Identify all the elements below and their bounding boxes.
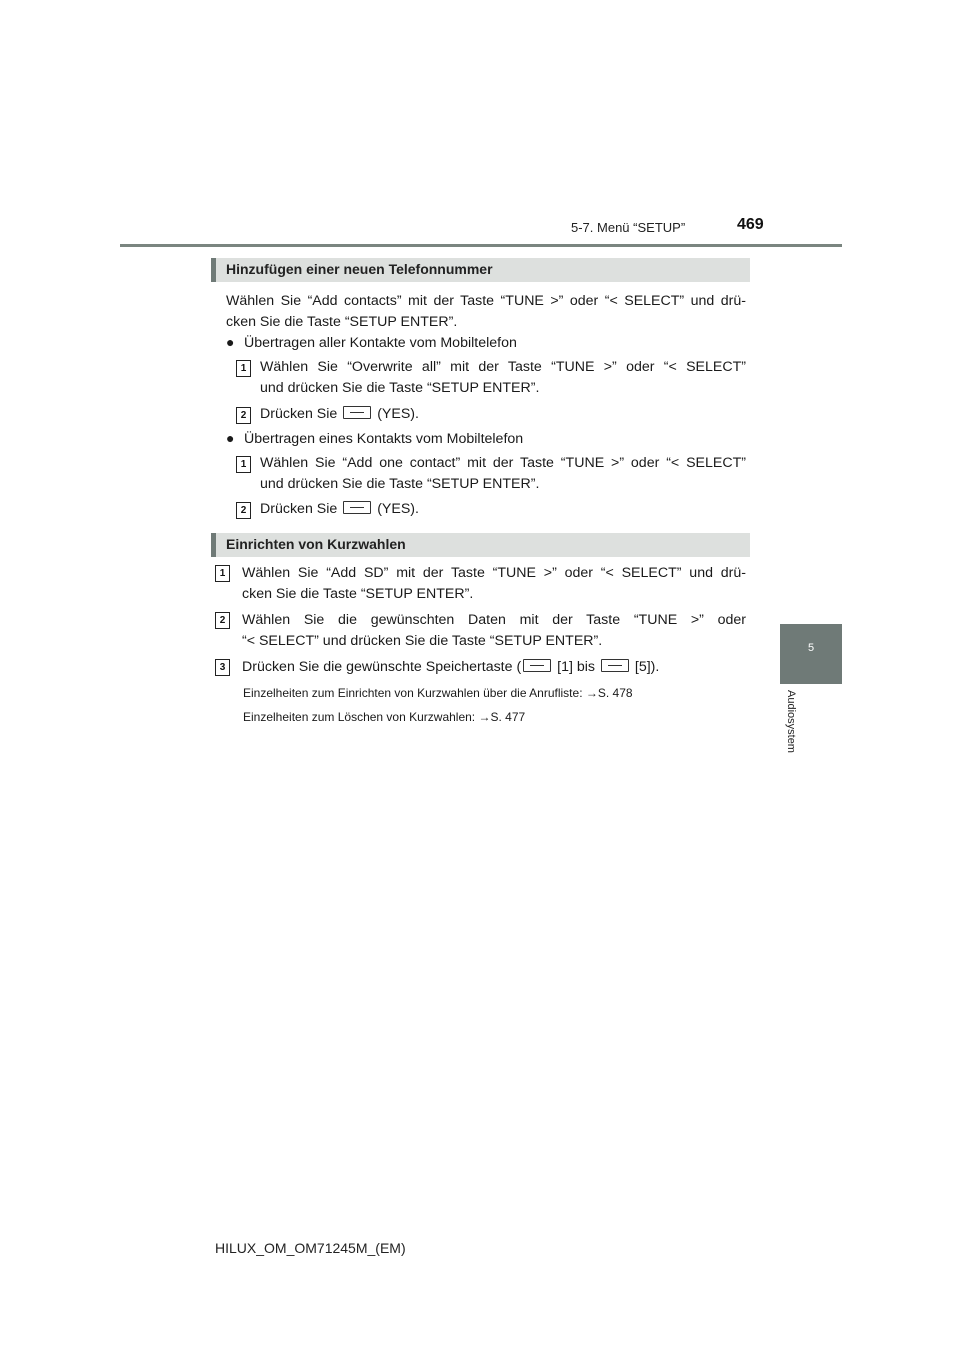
step-text <box>260 404 746 425</box>
step-number: 1 <box>236 456 251 473</box>
section-heading-speed-dial <box>211 533 750 557</box>
step-text-pre: Drücken Sie <box>260 406 338 422</box>
chapter-label-text: Audiosystem <box>785 690 797 753</box>
header-divider <box>120 244 842 247</box>
step-text-mid: [1] bis <box>557 659 595 675</box>
section-heading-text: Einrichten von Kurzwahlen <box>226 536 406 552</box>
step-text-post: (YES). <box>377 501 419 517</box>
bullet-icon: ● <box>226 430 235 446</box>
step-text <box>242 657 746 678</box>
step-text <box>260 499 746 520</box>
step-number: 2 <box>236 407 251 424</box>
bullet-text: Übertragen aller Kontakte vom Mobiltelefon <box>244 335 517 351</box>
step-text: Wählen Sie “Add SD” mit der Taste “TUNE >” oder “< SELECT” und drü- <box>242 565 746 581</box>
step-text: Wählen Sie die gewünschten Daten mit der Taste “TUNE >” oder <box>242 612 746 628</box>
step-text: und drücken Sie die Taste “SETUP ENTER”. <box>260 380 540 396</box>
button-key-icon <box>343 501 371 514</box>
bullet-icon: ● <box>226 334 235 350</box>
section-title: 5-7. Menü “SETUP” <box>571 220 686 235</box>
step-text: “< SELECT” und drücken Sie die Taste “SETUP ENTER”. <box>242 633 603 649</box>
step-number: 1 <box>215 565 230 582</box>
step-text-pre: Drücken Sie <box>260 501 338 517</box>
chapter-number: 5 <box>807 642 815 654</box>
reference-note: Einzelheiten zum Löschen von Kurzwahlen: →S. 477 <box>243 710 526 724</box>
step-number: 1 <box>236 360 251 377</box>
chapter-label <box>781 690 811 770</box>
intro-line: cken Sie die Taste “SETUP ENTER”. <box>226 314 458 330</box>
step-number: 2 <box>236 502 251 519</box>
step-text: Wählen Sie “Overwrite all” mit der Taste “TUNE >” oder “< SELECT” <box>260 359 746 375</box>
step-number: 3 <box>215 659 230 676</box>
page-number: 469 <box>737 216 764 233</box>
button-key-icon <box>601 659 629 672</box>
step-text: und drücken Sie die Taste “SETUP ENTER”. <box>260 476 540 492</box>
section-heading-text: Hinzufügen einer neuen Telefonnummer <box>226 261 493 277</box>
reference-note: Einzelheiten zum Einrichten von Kurzwahlen über die Anrufliste: →S. 478 <box>243 686 633 700</box>
bullet-text: Übertragen eines Kontakts vom Mobiltelefon <box>244 431 524 447</box>
section-heading-add-number <box>211 258 750 282</box>
step-text-post: (YES). <box>377 406 419 422</box>
step-text-pre: Drücken Sie die gewünschte Speichertaste ( <box>242 659 522 675</box>
chapter-tab <box>780 624 842 684</box>
step-text-post: [5]). <box>634 659 660 675</box>
intro-line: Wählen Sie “Add contacts” mit der Taste “TUNE >” oder “< SELECT” und drü- <box>226 293 746 309</box>
button-key-icon <box>343 406 371 419</box>
step-text: Wählen Sie “Add one contact” mit der Taste “TUNE >” oder “< SELECT” <box>260 455 746 471</box>
document-code: HILUX_OM_OM71245M_(EM) <box>215 1240 406 1256</box>
step-text: cken Sie die Taste “SETUP ENTER”. <box>242 586 474 602</box>
button-key-icon <box>523 659 551 672</box>
step-number: 2 <box>215 612 230 629</box>
